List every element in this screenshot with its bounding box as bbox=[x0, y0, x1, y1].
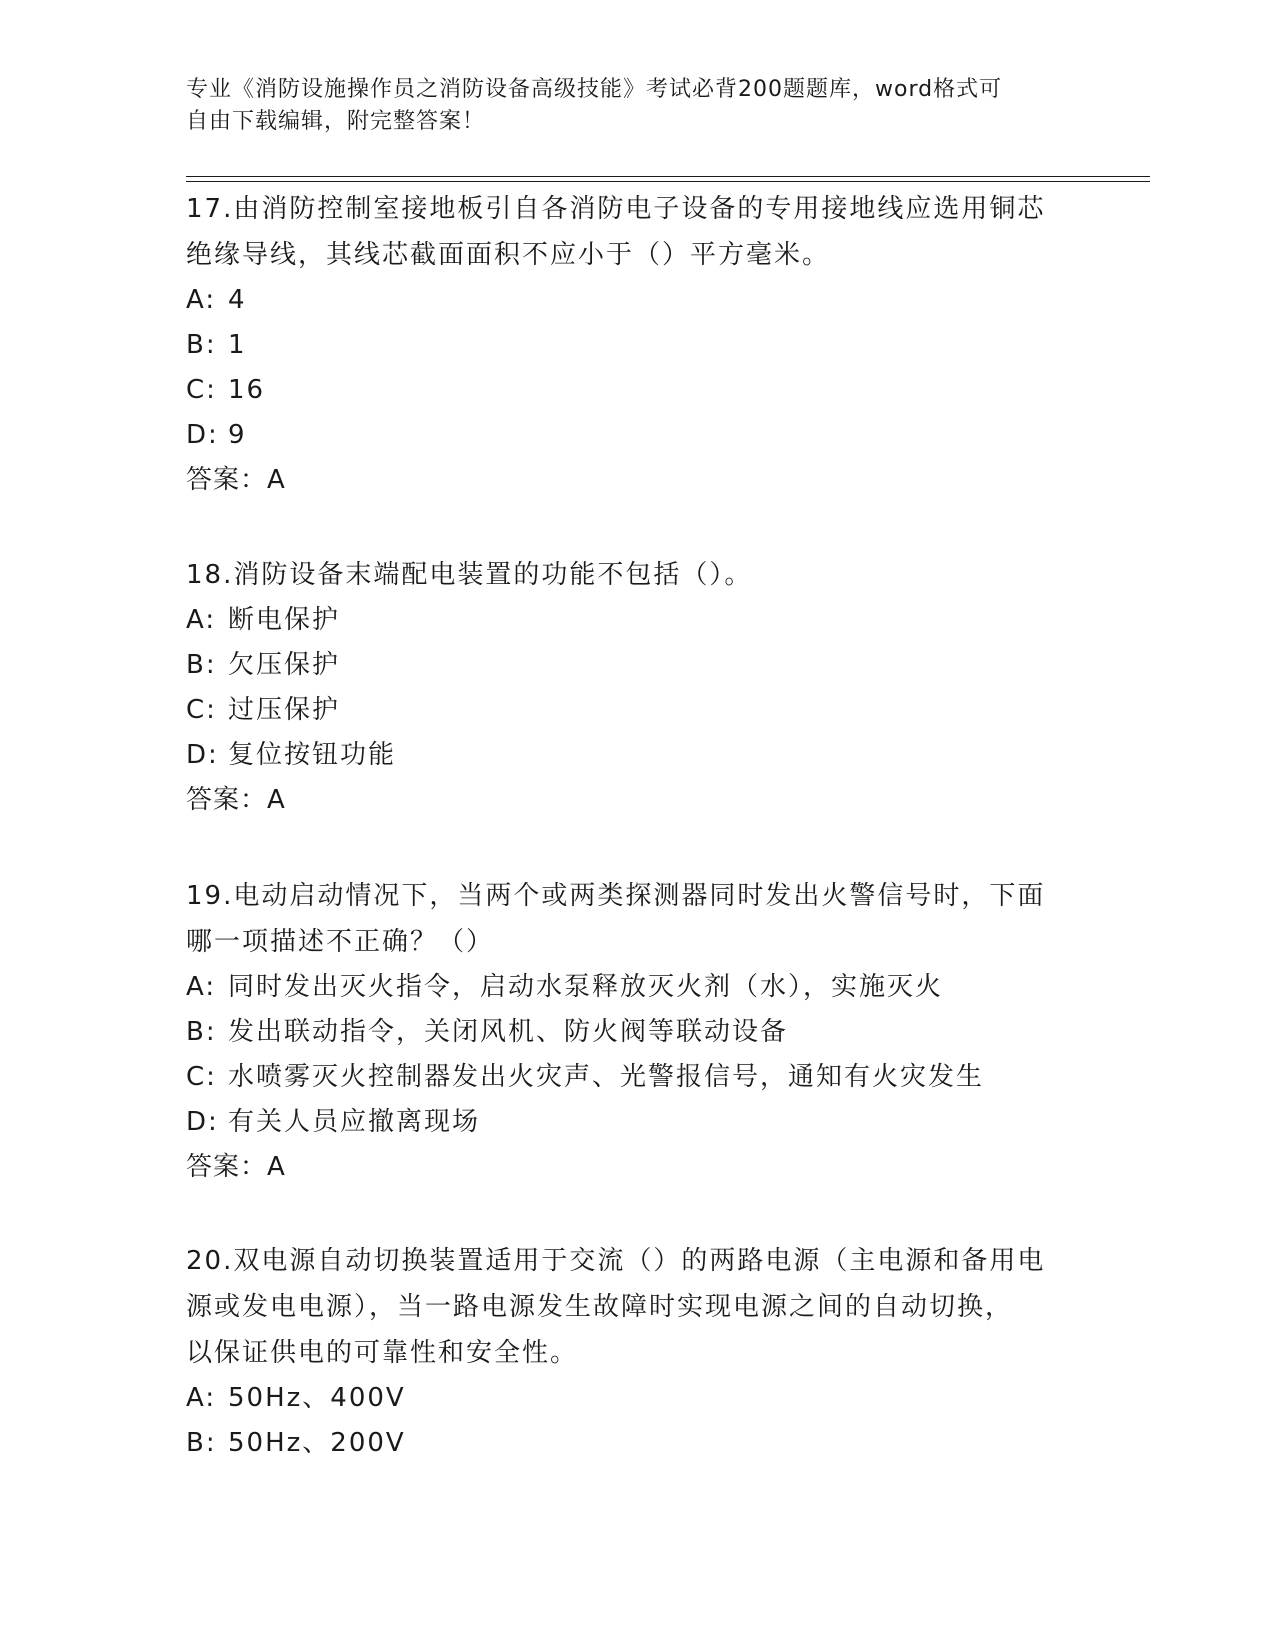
option-key: A: bbox=[186, 1383, 217, 1413]
option-text: 发出联动指令，关闭风机、防火阀等联动设备 bbox=[228, 1017, 789, 1047]
question-stem-line: 绝缘导线，其线芯截面面积不应小于（）平方毫米。 bbox=[186, 240, 831, 270]
option-text: 欠压保护 bbox=[228, 650, 341, 680]
option-d bbox=[186, 1100, 1086, 1145]
option-key: B: bbox=[186, 330, 217, 360]
option-text: 16 bbox=[228, 375, 266, 405]
header-divider-bottom bbox=[186, 181, 1150, 182]
option-b bbox=[186, 323, 1086, 368]
question-stem-line: 20.双电源自动切换装置适用于交流（）的两路电源（主电源和备用电 bbox=[186, 1246, 1046, 1276]
question-20 bbox=[186, 1238, 1086, 1466]
option-a bbox=[186, 1376, 1086, 1421]
option-key: D: bbox=[186, 420, 219, 450]
question-19 bbox=[186, 873, 1086, 1189]
option-key: A: bbox=[186, 285, 217, 315]
option-a bbox=[186, 965, 1086, 1010]
answer-line: 答案：A bbox=[186, 465, 286, 495]
option-key: A: bbox=[186, 605, 217, 635]
answer-line: 答案：A bbox=[186, 785, 286, 815]
answer-line: 答案：A bbox=[186, 1152, 286, 1182]
option-text: 4 bbox=[228, 285, 247, 315]
option-key: D: bbox=[186, 740, 219, 770]
option-text: 过压保护 bbox=[228, 695, 341, 725]
question-stem-line: 以保证供电的可靠性和安全性。 bbox=[186, 1338, 579, 1368]
option-c bbox=[186, 1055, 1086, 1100]
option-key: B: bbox=[186, 650, 217, 680]
option-c bbox=[186, 688, 1086, 733]
header-line-2: 自由下载编辑，附完整答案！ bbox=[186, 109, 486, 134]
option-a bbox=[186, 598, 1086, 643]
option-c bbox=[186, 368, 1086, 413]
question-17 bbox=[186, 186, 1086, 502]
option-key: C: bbox=[186, 375, 217, 405]
option-key: A: bbox=[186, 972, 217, 1002]
option-b bbox=[186, 643, 1086, 688]
option-text: 复位按钮功能 bbox=[228, 740, 397, 770]
option-key: B: bbox=[186, 1017, 217, 1047]
option-text: 断电保护 bbox=[228, 605, 341, 635]
option-b bbox=[186, 1421, 1086, 1466]
option-key: C: bbox=[186, 1062, 217, 1092]
option-key: D: bbox=[186, 1107, 219, 1137]
question-stem-line: 17.由消防控制室接地板引自各消防电子设备的专用接地线应选用铜芯 bbox=[186, 194, 1046, 224]
question-stem-line: 19.电动启动情况下，当两个或两类探测器同时发出火警信号时，下面 bbox=[186, 881, 1046, 911]
option-text: 50Hz、400V bbox=[228, 1383, 406, 1413]
option-key: C: bbox=[186, 695, 217, 725]
option-d bbox=[186, 733, 1086, 778]
option-b bbox=[186, 1010, 1086, 1055]
option-text: 水喷雾灭火控制器发出火灾声、光警报信号，通知有火灾发生 bbox=[228, 1062, 985, 1092]
header-divider-top bbox=[186, 176, 1150, 177]
option-text: 50Hz、200V bbox=[228, 1428, 406, 1458]
option-a bbox=[186, 278, 1086, 323]
option-d bbox=[186, 413, 1086, 458]
option-text: 1 bbox=[228, 330, 247, 360]
option-text: 同时发出灭火指令，启动水泵释放灭火剂（水），实施灭火 bbox=[228, 972, 944, 1002]
option-text: 9 bbox=[228, 420, 247, 450]
question-stem-line: 源或发电电源），当一路电源发生故障时实现电源之间的自动切换， bbox=[186, 1292, 1014, 1322]
header-line-1: 专业《消防设施操作员之消防设备高级技能》考试必背200题题库，word格式可 bbox=[186, 77, 1003, 102]
option-key: B: bbox=[186, 1428, 217, 1458]
question-18 bbox=[186, 552, 1086, 822]
question-stem-line: 18.消防设备末端配电装置的功能不包括（）。 bbox=[186, 560, 753, 590]
option-text: 有关人员应撤离现场 bbox=[228, 1107, 481, 1137]
question-stem-line: 哪一项描述不正确？（） bbox=[186, 927, 495, 957]
document-header bbox=[186, 74, 1066, 138]
